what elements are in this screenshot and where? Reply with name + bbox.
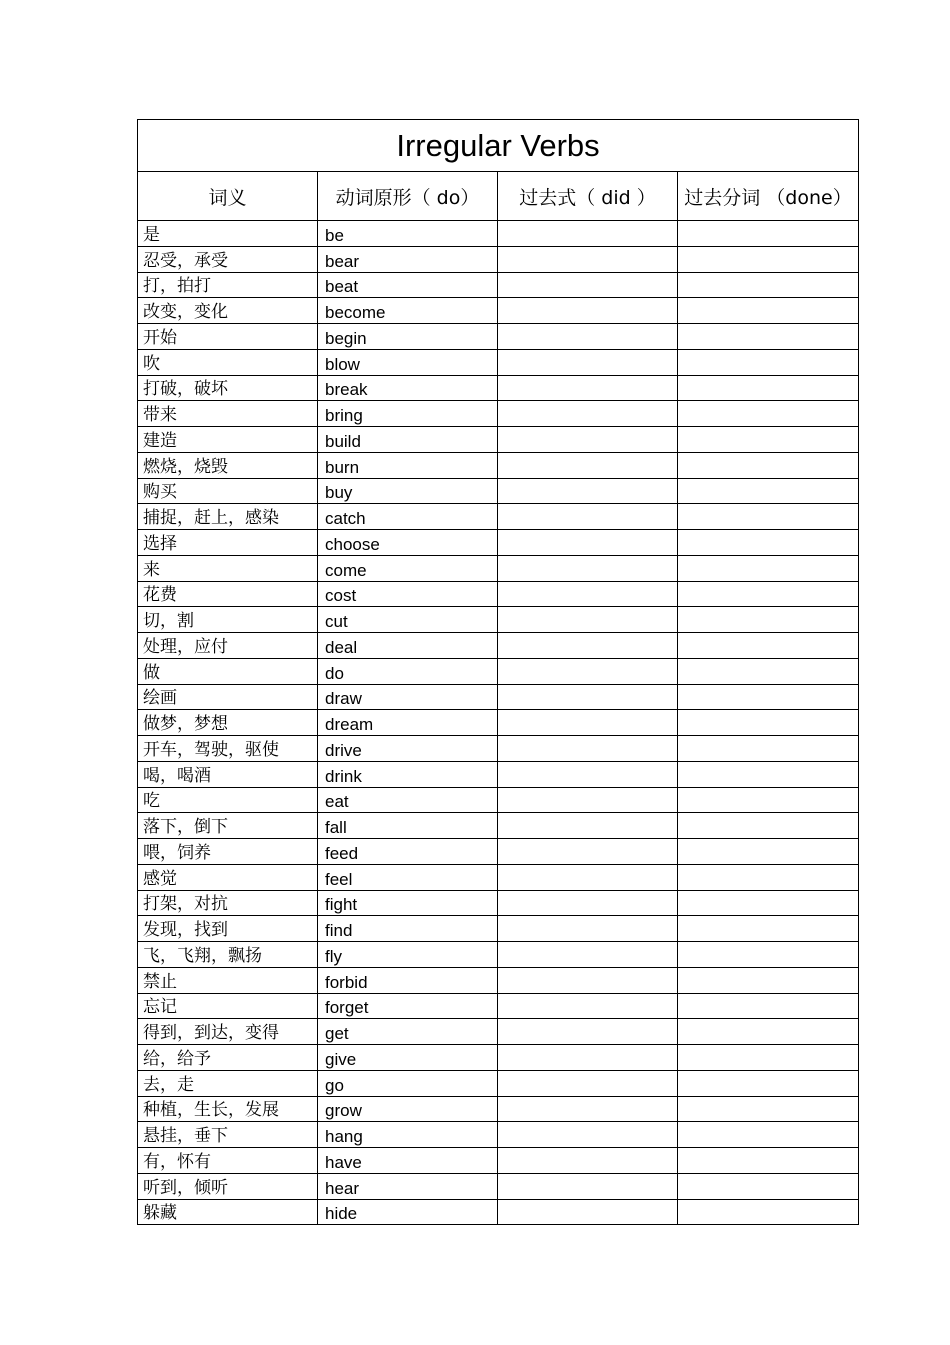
table-row bbox=[138, 1096, 859, 1122]
table-title: Irregular Verbs bbox=[138, 120, 859, 172]
past-participle-cell bbox=[678, 401, 859, 427]
base-form-cell: deal bbox=[318, 633, 498, 659]
past-participle-cell bbox=[678, 1122, 859, 1148]
past-tense-cell bbox=[498, 658, 678, 684]
past-participle-cell bbox=[678, 1199, 859, 1225]
past-tense-cell bbox=[498, 246, 678, 272]
meaning-cell: 悬挂，垂下 bbox=[138, 1122, 318, 1148]
meaning-cell: 做梦，梦想 bbox=[138, 710, 318, 736]
past-tense-cell bbox=[498, 530, 678, 556]
meaning-cell: 听到，倾听 bbox=[138, 1173, 318, 1199]
past-tense-cell bbox=[498, 478, 678, 504]
past-participle-cell bbox=[678, 736, 859, 762]
base-form-cell: choose bbox=[318, 530, 498, 556]
base-form-cell: bear bbox=[318, 246, 498, 272]
table-row bbox=[138, 1199, 859, 1225]
base-form-cell: catch bbox=[318, 504, 498, 530]
past-participle-cell bbox=[678, 324, 859, 350]
table-row bbox=[138, 272, 859, 298]
table-row bbox=[138, 452, 859, 478]
meaning-cell: 吃 bbox=[138, 787, 318, 813]
table-row bbox=[138, 530, 859, 556]
base-form-cell: eat bbox=[318, 787, 498, 813]
past-tense-cell bbox=[498, 864, 678, 890]
past-participle-cell bbox=[678, 993, 859, 1019]
past-participle-cell bbox=[678, 581, 859, 607]
meaning-cell: 得到，到达，变得 bbox=[138, 1019, 318, 1045]
past-tense-cell bbox=[498, 272, 678, 298]
base-form-cell: go bbox=[318, 1070, 498, 1096]
table-row bbox=[138, 607, 859, 633]
past-tense-cell bbox=[498, 427, 678, 453]
header-past-tense: 过去式（ did ） bbox=[498, 172, 678, 221]
table-row bbox=[138, 813, 859, 839]
past-tense-cell bbox=[498, 710, 678, 736]
past-tense-cell bbox=[498, 1148, 678, 1174]
base-form-cell: break bbox=[318, 375, 498, 401]
table-row bbox=[138, 324, 859, 350]
meaning-cell: 发现，找到 bbox=[138, 916, 318, 942]
table-row bbox=[138, 349, 859, 375]
meaning-cell: 绘画 bbox=[138, 684, 318, 710]
past-tense-cell bbox=[498, 298, 678, 324]
base-form-cell: dream bbox=[318, 710, 498, 736]
meaning-cell: 躲藏 bbox=[138, 1199, 318, 1225]
meaning-cell: 飞，飞翔，飘扬 bbox=[138, 942, 318, 968]
base-form-cell: be bbox=[318, 221, 498, 247]
past-participle-cell bbox=[678, 839, 859, 865]
past-participle-cell bbox=[678, 478, 859, 504]
table-row bbox=[138, 1173, 859, 1199]
meaning-cell: 带来 bbox=[138, 401, 318, 427]
irregular-verbs-table bbox=[137, 119, 859, 1225]
table-row bbox=[138, 710, 859, 736]
past-participle-cell bbox=[678, 555, 859, 581]
table-row bbox=[138, 1148, 859, 1174]
past-tense-cell bbox=[498, 736, 678, 762]
past-participle-cell bbox=[678, 1173, 859, 1199]
past-tense-cell bbox=[498, 221, 678, 247]
base-form-cell: feed bbox=[318, 839, 498, 865]
base-form-cell: fly bbox=[318, 942, 498, 968]
base-form-cell: find bbox=[318, 916, 498, 942]
meaning-cell: 改变，变化 bbox=[138, 298, 318, 324]
meaning-cell: 落下，倒下 bbox=[138, 813, 318, 839]
base-form-cell: bring bbox=[318, 401, 498, 427]
meaning-cell: 花费 bbox=[138, 581, 318, 607]
past-participle-cell bbox=[678, 1096, 859, 1122]
meaning-cell: 打，拍打 bbox=[138, 272, 318, 298]
past-tense-cell bbox=[498, 1122, 678, 1148]
past-tense-cell bbox=[498, 890, 678, 916]
table-row bbox=[138, 375, 859, 401]
table-row bbox=[138, 839, 859, 865]
past-participle-cell bbox=[678, 710, 859, 736]
past-tense-cell bbox=[498, 1019, 678, 1045]
past-tense-cell bbox=[498, 555, 678, 581]
past-tense-cell bbox=[498, 349, 678, 375]
past-participle-cell bbox=[678, 761, 859, 787]
table-row bbox=[138, 427, 859, 453]
base-form-cell: forget bbox=[318, 993, 498, 1019]
meaning-cell: 感觉 bbox=[138, 864, 318, 890]
table-row bbox=[138, 942, 859, 968]
table-row bbox=[138, 633, 859, 659]
meaning-cell: 打破，破坏 bbox=[138, 375, 318, 401]
base-form-cell: begin bbox=[318, 324, 498, 350]
meaning-cell: 燃烧，烧毁 bbox=[138, 452, 318, 478]
past-participle-cell bbox=[678, 1070, 859, 1096]
table-row bbox=[138, 221, 859, 247]
meaning-cell: 开始 bbox=[138, 324, 318, 350]
verb-rows bbox=[138, 221, 859, 1225]
header-meaning: 词义 bbox=[138, 172, 318, 221]
past-participle-cell bbox=[678, 246, 859, 272]
meaning-cell: 有，怀有 bbox=[138, 1148, 318, 1174]
base-form-cell: hear bbox=[318, 1173, 498, 1199]
meaning-cell: 去，走 bbox=[138, 1070, 318, 1096]
base-form-cell: do bbox=[318, 658, 498, 684]
table-row bbox=[138, 993, 859, 1019]
base-form-cell: fall bbox=[318, 813, 498, 839]
past-tense-cell bbox=[498, 401, 678, 427]
past-participle-cell bbox=[678, 272, 859, 298]
table-row bbox=[138, 864, 859, 890]
table-row bbox=[138, 967, 859, 993]
past-participle-cell bbox=[678, 864, 859, 890]
base-form-cell: build bbox=[318, 427, 498, 453]
past-tense-cell bbox=[498, 787, 678, 813]
past-tense-cell bbox=[498, 607, 678, 633]
table-row bbox=[138, 246, 859, 272]
base-form-cell: feel bbox=[318, 864, 498, 890]
base-form-cell: drive bbox=[318, 736, 498, 762]
table-row bbox=[138, 504, 859, 530]
table-row bbox=[138, 1070, 859, 1096]
table-row bbox=[138, 1122, 859, 1148]
past-tense-cell bbox=[498, 452, 678, 478]
base-form-cell: forbid bbox=[318, 967, 498, 993]
table-row bbox=[138, 581, 859, 607]
meaning-cell: 开车，驾驶，驱使 bbox=[138, 736, 318, 762]
base-form-cell: buy bbox=[318, 478, 498, 504]
base-form-cell: give bbox=[318, 1045, 498, 1071]
past-tense-cell bbox=[498, 684, 678, 710]
past-tense-cell bbox=[498, 1173, 678, 1199]
base-form-cell: have bbox=[318, 1148, 498, 1174]
past-participle-cell bbox=[678, 813, 859, 839]
past-participle-cell bbox=[678, 221, 859, 247]
meaning-cell: 来 bbox=[138, 555, 318, 581]
meaning-cell: 切，割 bbox=[138, 607, 318, 633]
meaning-cell: 禁止 bbox=[138, 967, 318, 993]
base-form-cell: get bbox=[318, 1019, 498, 1045]
meaning-cell: 做 bbox=[138, 658, 318, 684]
past-tense-cell bbox=[498, 761, 678, 787]
table-row bbox=[138, 401, 859, 427]
meaning-cell: 购买 bbox=[138, 478, 318, 504]
base-form-cell: become bbox=[318, 298, 498, 324]
past-participle-cell bbox=[678, 967, 859, 993]
meaning-cell: 种植，生长，发展 bbox=[138, 1096, 318, 1122]
past-tense-cell bbox=[498, 967, 678, 993]
past-participle-cell bbox=[678, 1148, 859, 1174]
header-past-participle: 过去分词 （done） bbox=[678, 172, 859, 221]
past-tense-cell bbox=[498, 375, 678, 401]
past-participle-cell bbox=[678, 942, 859, 968]
past-tense-cell bbox=[498, 1070, 678, 1096]
past-tense-cell bbox=[498, 504, 678, 530]
past-tense-cell bbox=[498, 916, 678, 942]
base-form-cell: hide bbox=[318, 1199, 498, 1225]
table-row bbox=[138, 1045, 859, 1071]
past-participle-cell bbox=[678, 1045, 859, 1071]
past-tense-cell bbox=[498, 993, 678, 1019]
meaning-cell: 打架，对抗 bbox=[138, 890, 318, 916]
table-row bbox=[138, 555, 859, 581]
past-tense-cell bbox=[498, 1199, 678, 1225]
base-form-cell: drink bbox=[318, 761, 498, 787]
base-form-cell: cut bbox=[318, 607, 498, 633]
table-row bbox=[138, 890, 859, 916]
past-participle-cell bbox=[678, 890, 859, 916]
table-row bbox=[138, 736, 859, 762]
past-participle-cell bbox=[678, 427, 859, 453]
base-form-cell: burn bbox=[318, 452, 498, 478]
table-row bbox=[138, 478, 859, 504]
past-participle-cell bbox=[678, 530, 859, 556]
past-participle-cell bbox=[678, 1019, 859, 1045]
past-participle-cell bbox=[678, 607, 859, 633]
past-participle-cell bbox=[678, 375, 859, 401]
meaning-cell: 吹 bbox=[138, 349, 318, 375]
past-tense-cell bbox=[498, 1045, 678, 1071]
past-participle-cell bbox=[678, 787, 859, 813]
meaning-cell: 喝，喝酒 bbox=[138, 761, 318, 787]
past-participle-cell bbox=[678, 684, 859, 710]
table-row bbox=[138, 684, 859, 710]
past-participle-cell bbox=[678, 504, 859, 530]
past-tense-cell bbox=[498, 324, 678, 350]
base-form-cell: come bbox=[318, 555, 498, 581]
past-participle-cell bbox=[678, 349, 859, 375]
base-form-cell: beat bbox=[318, 272, 498, 298]
base-form-cell: grow bbox=[318, 1096, 498, 1122]
base-form-cell: blow bbox=[318, 349, 498, 375]
past-tense-cell bbox=[498, 839, 678, 865]
meaning-cell: 忘记 bbox=[138, 993, 318, 1019]
header-base-form: 动词原形（ do） bbox=[318, 172, 498, 221]
base-form-cell: draw bbox=[318, 684, 498, 710]
table-row bbox=[138, 298, 859, 324]
past-tense-cell bbox=[498, 813, 678, 839]
table-row bbox=[138, 916, 859, 942]
past-participle-cell bbox=[678, 452, 859, 478]
past-tense-cell bbox=[498, 1096, 678, 1122]
table-row bbox=[138, 787, 859, 813]
meaning-cell: 是 bbox=[138, 221, 318, 247]
base-form-cell: fight bbox=[318, 890, 498, 916]
past-tense-cell bbox=[498, 942, 678, 968]
table-row bbox=[138, 658, 859, 684]
base-form-cell: cost bbox=[318, 581, 498, 607]
meaning-cell: 建造 bbox=[138, 427, 318, 453]
past-participle-cell bbox=[678, 658, 859, 684]
past-tense-cell bbox=[498, 581, 678, 607]
meaning-cell: 选择 bbox=[138, 530, 318, 556]
meaning-cell: 捕捉，赶上，感染 bbox=[138, 504, 318, 530]
past-participle-cell bbox=[678, 916, 859, 942]
meaning-cell: 给，给予 bbox=[138, 1045, 318, 1071]
table-row bbox=[138, 1019, 859, 1045]
meaning-cell: 处理，应付 bbox=[138, 633, 318, 659]
meaning-cell: 喂，饲养 bbox=[138, 839, 318, 865]
past-tense-cell bbox=[498, 633, 678, 659]
past-participle-cell bbox=[678, 298, 859, 324]
meaning-cell: 忍受，承受 bbox=[138, 246, 318, 272]
base-form-cell: hang bbox=[318, 1122, 498, 1148]
past-participle-cell bbox=[678, 633, 859, 659]
table-row bbox=[138, 761, 859, 787]
